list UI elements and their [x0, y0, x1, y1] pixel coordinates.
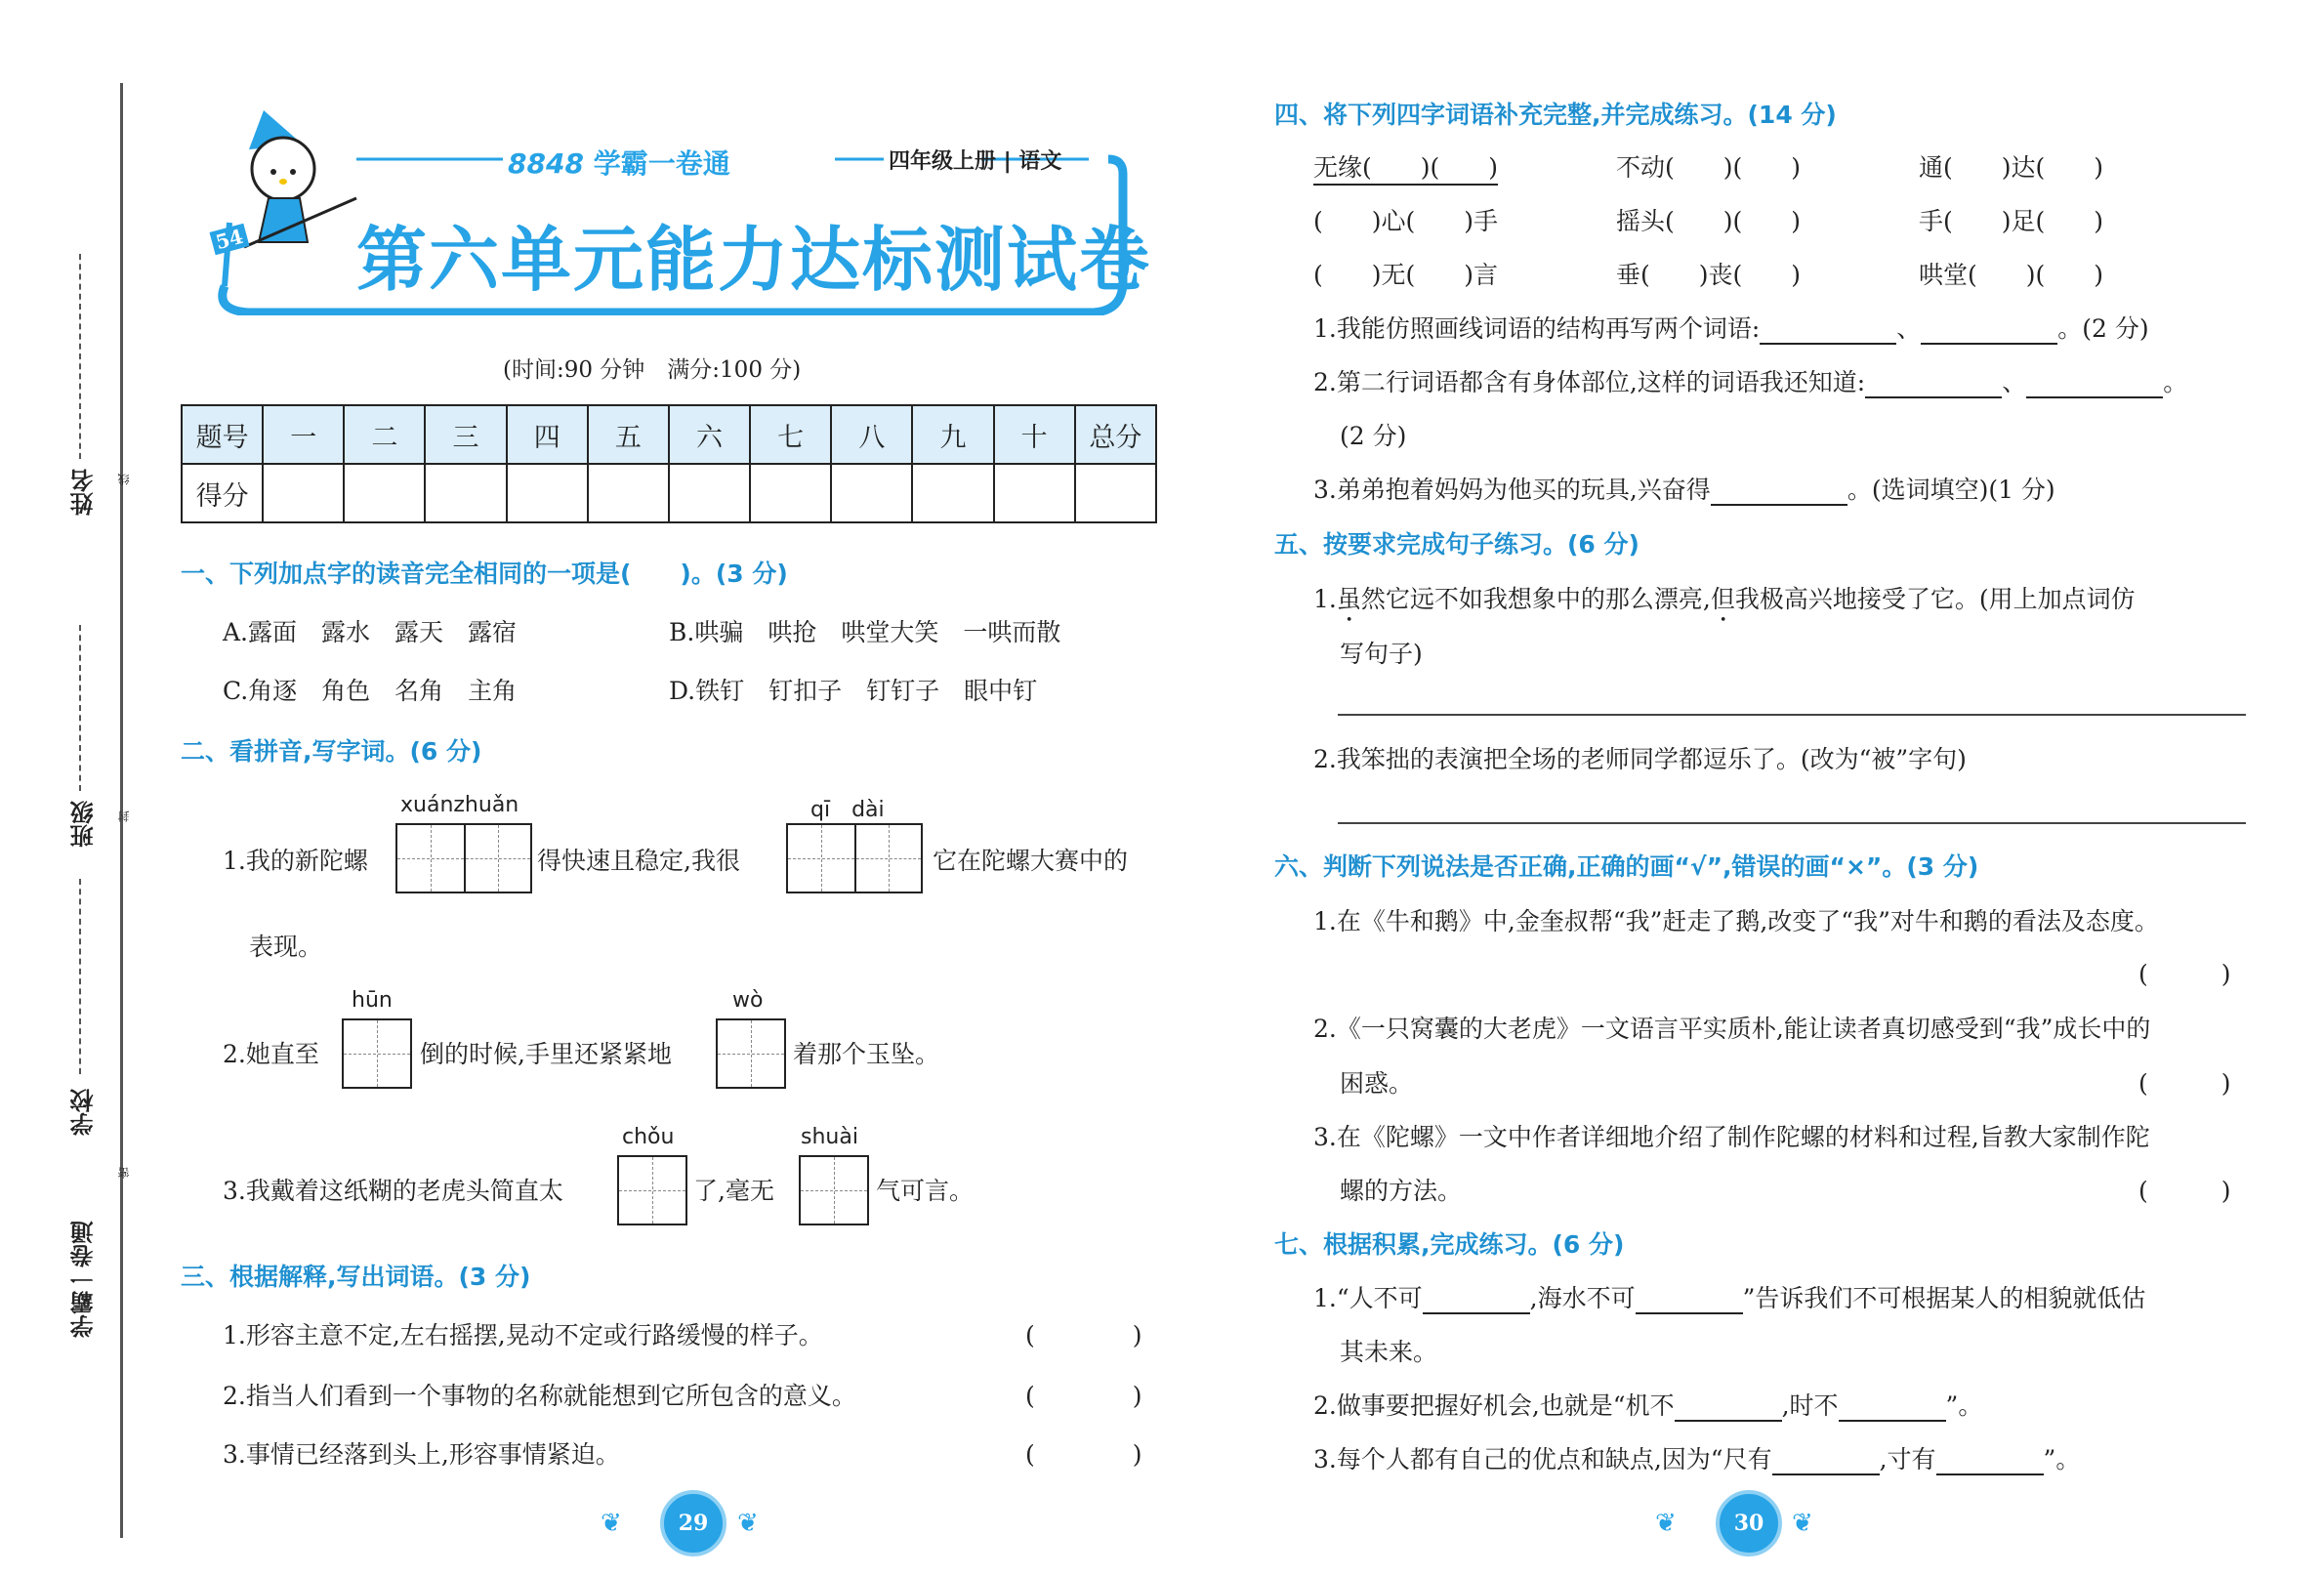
logo-8848: 8848: [508, 147, 584, 180]
mark-feng: 封: [117, 810, 131, 822]
class-label: 班级: [70, 801, 98, 848]
pinyin: hūn: [352, 988, 393, 1013]
q4-2-sep: 、: [2002, 368, 2027, 396]
school-label: 学校: [70, 1089, 98, 1136]
score-cell[interactable]: [507, 464, 588, 522]
answer-blank[interactable]: [2026, 371, 2163, 398]
answer-blank[interactable]: [1636, 1287, 1743, 1314]
answer-line[interactable]: [1338, 822, 2246, 824]
q2-1-text: 它在陀螺大赛中的: [933, 847, 1129, 875]
dotted-word: 虽: [1336, 585, 1361, 613]
pinyin: shuài: [801, 1125, 858, 1149]
q2-2-text: 倒的时候,手里还紧紧地: [420, 1040, 672, 1068]
score-cell[interactable]: [831, 464, 912, 522]
idiom[interactable]: ( )心( )手: [1313, 207, 1499, 235]
option-d[interactable]: D.铁钉 钉扣子 钉钉子 眼中钉: [669, 677, 1038, 705]
answer-blank[interactable]: [1711, 478, 1847, 506]
pinyin: qī dài: [810, 798, 885, 822]
answer-paren[interactable]: ( ): [2138, 1069, 2231, 1098]
q5-1-text: 我极高兴地接受了它。(用上加点词仿: [1734, 585, 2136, 613]
q3-3: 3.事情已经落到头上,形容事情紧迫。: [223, 1440, 620, 1469]
q2-2-text: 2.她直至: [223, 1040, 319, 1068]
idiom[interactable]: 垂( )丧( ): [1616, 261, 1802, 289]
section-7-title: 七、根据积累,完成练习。(6 分): [1274, 1230, 1625, 1259]
score-head: 九: [912, 405, 993, 464]
score-head: 三: [425, 405, 506, 464]
class-line: [79, 625, 81, 791]
q4-2-score: (2 分): [1340, 422, 1407, 450]
score-head: 十: [994, 405, 1075, 464]
answer-blank[interactable]: [1423, 1287, 1530, 1314]
brand-vertical: 学霸一卷通: [70, 1221, 98, 1338]
leaf-decoration-icon: ❦: [1655, 1509, 1677, 1538]
subject-label: 语文: [1018, 149, 1062, 174]
score-cell[interactable]: [912, 464, 993, 522]
writing-grid[interactable]: [395, 823, 532, 893]
score-cell[interactable]: [1075, 464, 1156, 522]
idiom-underlined[interactable]: 无缘( )( ): [1313, 148, 1498, 186]
q7-2-text: ”。: [1945, 1391, 1983, 1420]
q4-1-end: 。(2 分): [2057, 314, 2149, 343]
binding-strip: [0, 0, 132, 1577]
mark-xian: 线: [117, 474, 131, 485]
score-head: 四: [507, 405, 588, 464]
exam-title: 第六单元能力达标测试卷: [356, 219, 1152, 301]
idiom[interactable]: 不动( )( ): [1616, 153, 1802, 182]
writing-grid[interactable]: [617, 1155, 687, 1225]
score-head: 五: [588, 405, 669, 464]
answer-paren[interactable]: ( ): [2138, 960, 2231, 988]
score-cell[interactable]: [263, 464, 344, 522]
score-cell[interactable]: [344, 464, 425, 522]
page-number-left: 29: [660, 1490, 726, 1556]
q2-1-text: 得快速且稳定,我很: [537, 847, 740, 875]
q2-1-text: 表现。: [249, 933, 323, 961]
pinyin: chǒu: [622, 1125, 675, 1149]
section-1-title: 一、下列加点字的读音完全相同的一项是( )。(3 分): [181, 560, 788, 588]
q4-3-end: 。(选词填空)(1 分): [1847, 476, 2055, 504]
section-2-title: 二、看拼音,写字词。(6 分): [181, 737, 482, 766]
pinyin: wò: [732, 988, 764, 1013]
q7-1-text: ”告诉我们不可根据某人的相貌就低估: [1742, 1284, 2146, 1312]
q3-1: 1.形容主意不定,左右摇摆,晃动不定或行路缓慢的样子。: [223, 1321, 823, 1349]
score-head: 一: [263, 405, 344, 464]
answer-blank[interactable]: [1839, 1394, 1946, 1422]
page-number-right: 30: [1716, 1490, 1782, 1556]
q7-2-text: ,时不: [1781, 1391, 1839, 1420]
idiom[interactable]: 摇头( )( ): [1616, 207, 1802, 235]
q5-1-text: 写句子): [1340, 640, 1423, 668]
score-cell[interactable]: [994, 464, 1075, 522]
brand-name: 学霸一卷通: [593, 147, 730, 180]
q6-1: 1.在《牛和鹅》中,金奎叔帮“我”赶走了鹅,改变了“我”对牛和鹅的看法及态度。: [1313, 907, 2159, 935]
q2-2-text: 着那个玉坠。: [793, 1040, 940, 1068]
q7-2-text: 2.做事要把握好机会,也就是“机不: [1313, 1391, 1675, 1420]
section-4-title: 四、将下列四字词语补充完整,并完成练习。(14 分): [1274, 101, 1837, 129]
score-cell[interactable]: [425, 464, 506, 522]
header: 54 8848 学霸一卷通 四年级上册 | 语文 第六单元能力达标测试卷: [210, 105, 1128, 315]
pinyin: xuánzhuǎn: [400, 793, 519, 817]
answer-blank[interactable]: [1865, 371, 2002, 398]
q2-3-text: 3.我戴着这纸糊的老虎头简直太: [223, 1177, 563, 1205]
name-label: 姓名: [70, 469, 98, 516]
school-line: [79, 879, 81, 1074]
answer-blank[interactable]: [1760, 317, 1896, 345]
idiom[interactable]: ( )无( )言: [1313, 261, 1499, 289]
answer-paren[interactable]: ( ): [1025, 1321, 1142, 1349]
score-head: 总分: [1075, 405, 1156, 464]
q2-3-text: 了,毫无: [693, 1177, 774, 1205]
mark-mi: 密: [117, 1167, 131, 1179]
q6-3: 螺的方法。: [1340, 1177, 1463, 1205]
writing-grid[interactable]: [799, 1155, 869, 1225]
score-cell[interactable]: [588, 464, 669, 522]
score-head: 题号: [182, 405, 263, 464]
dotted-word: 但: [1710, 585, 1735, 613]
answer-paren[interactable]: ( ): [2138, 1177, 2231, 1205]
section-6-title: 六、判断下列说法是否正确,正确的画“√”,错误的画“×”。(3 分): [1274, 852, 1979, 881]
answer-blank[interactable]: [1675, 1394, 1782, 1422]
score-head: 二: [344, 405, 425, 464]
q5-2-text: 2.我笨拙的表演把全场的老师同学都逗乐了。(改为“被”字句): [1313, 745, 1967, 773]
q7-3-text: ,寸有: [1879, 1445, 1936, 1473]
q2-3-text: 气可言。: [876, 1177, 975, 1205]
section-3-title: 三、根据解释,写出词语。(3 分): [181, 1263, 531, 1291]
answer-blank[interactable]: [1772, 1448, 1880, 1475]
exam-info: (时间:90 分钟 满分:100 分): [503, 357, 802, 383]
q4-2-end: 。: [2163, 368, 2188, 396]
q6-3: 3.在《陀螺》一文中作者详细地介绍了制作陀螺的材料和过程,旨教大家制作陀: [1313, 1123, 2150, 1151]
answer-blank[interactable]: [1921, 317, 2057, 345]
q4-3-text: 3.弟弟抱着妈妈为他买的玩具,兴奋得: [1313, 476, 1711, 504]
option-b[interactable]: B.哄骗 哄抢 哄堂大笑 一哄而散: [669, 618, 1061, 646]
q5-1-text: 然它远不如我想象中的那么漂亮,: [1360, 585, 1711, 613]
q7-1-text: 1.“人不可: [1313, 1284, 1423, 1312]
answer-line[interactable]: [1338, 714, 2246, 716]
q6-2: 困惑。: [1340, 1069, 1414, 1098]
idiom[interactable]: 通( )达( ): [1919, 153, 2104, 182]
q7-1-text: ,海水不可: [1529, 1284, 1636, 1312]
score-cell[interactable]: [669, 464, 750, 522]
score-cell[interactable]: [750, 464, 831, 522]
score-row: [182, 464, 1156, 522]
idiom[interactable]: 手( )足( ): [1919, 207, 2104, 235]
option-a[interactable]: A.露面 露水 露天 露宿: [223, 618, 518, 646]
badge-54: 54: [210, 224, 250, 255]
q4-1-sep: 、: [1896, 314, 1922, 343]
section-5-title: 五、按要求完成句子练习。(6 分): [1274, 530, 1639, 559]
q6-2: 2.《一只窝囊的大老虎》一文语言平实质朴,能让读者真切感受到“我”成长中的: [1313, 1015, 2151, 1043]
option-c[interactable]: C.角逐 角色 名角 主角: [223, 677, 518, 705]
q5-1-text: 1.: [1313, 585, 1337, 613]
score-table: [181, 404, 1157, 523]
leaf-decoration-icon: ❦: [1792, 1509, 1813, 1538]
grade-label: 四年级上册: [889, 149, 997, 174]
writing-grid[interactable]: [786, 823, 923, 893]
score-header-row: [182, 405, 1156, 464]
answer-paren[interactable]: ( ): [1025, 1382, 1142, 1410]
score-head: 六: [669, 405, 750, 464]
name-line: [79, 254, 81, 459]
leaf-decoration-icon: ❦: [737, 1509, 759, 1538]
q7-3-text: ”。: [2043, 1445, 2081, 1473]
q4-1-text: 1.我能仿照画线词语的结构再写两个词语:: [1313, 314, 1761, 343]
answer-blank[interactable]: [1936, 1448, 2044, 1475]
writing-grid[interactable]: [342, 1018, 412, 1089]
q4-2-text: 2.第二行词语都含有身体部位,这样的词语我还知道:: [1313, 368, 1866, 396]
answer-paren[interactable]: ( ): [1025, 1440, 1142, 1469]
score-head: 七: [750, 405, 831, 464]
q3-2: 2.指当人们看到一个事物的名称就能想到它所包含的意义。: [223, 1382, 856, 1410]
q7-3-text: 3.每个人都有自己的优点和缺点,因为“尺有: [1313, 1445, 1772, 1473]
score-row-label: 得分: [182, 464, 263, 522]
writing-grid[interactable]: [716, 1018, 786, 1089]
leaf-decoration-icon: ❦: [601, 1509, 622, 1538]
idiom[interactable]: 哄堂( )( ): [1919, 261, 2104, 289]
q2-1-text: 1.我的新陀螺: [223, 847, 368, 875]
q7-1-text: 其未来。: [1340, 1338, 1438, 1366]
score-head: 八: [831, 405, 912, 464]
